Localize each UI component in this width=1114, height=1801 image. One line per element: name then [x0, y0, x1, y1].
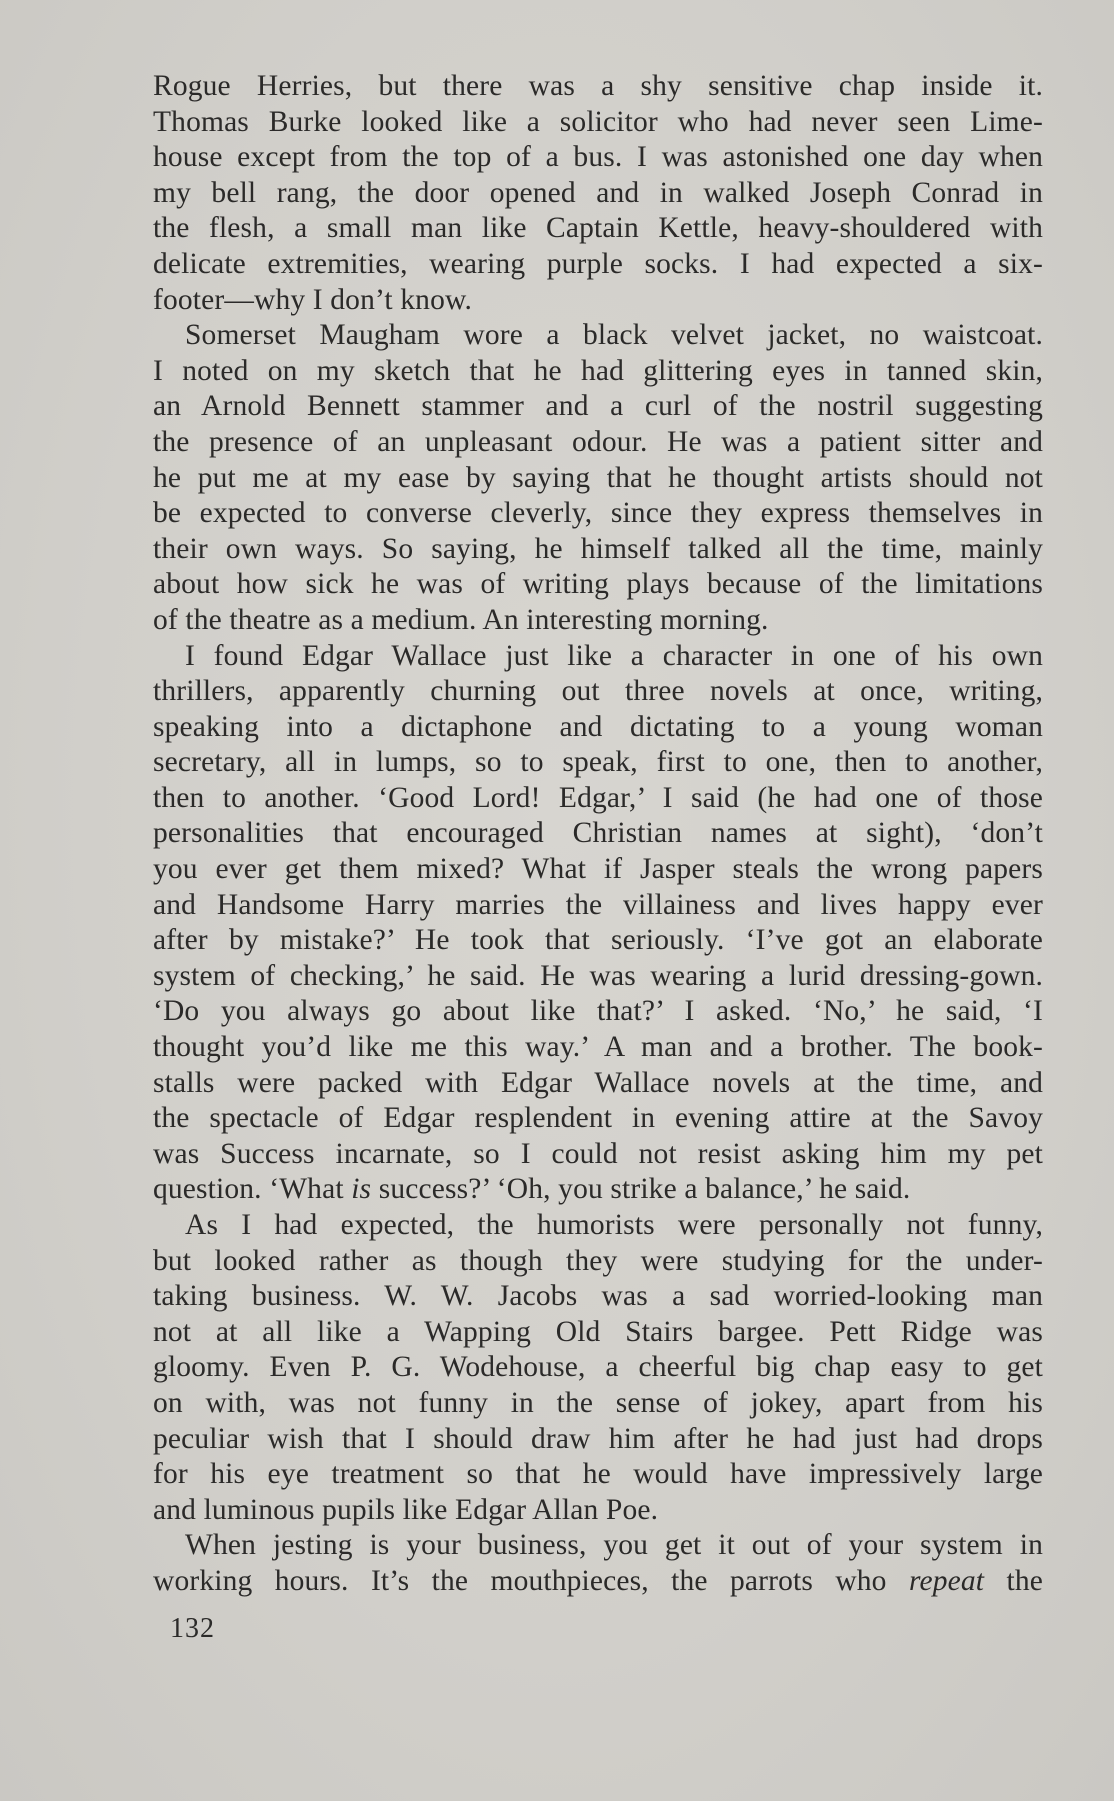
text-line: system of checking,’ he said. He was wearing a lurid dressing-gown. [153, 959, 1043, 992]
text-line: was Success incarnate, so I could not resist asking him my pet [153, 1137, 1043, 1170]
body-text [153, 69, 1043, 1600]
text-line: stalls were packed with Edgar Wallace novels at the time, and [153, 1066, 1043, 1099]
text-line: of the theatre as a medium. An interesting morning. [153, 603, 769, 636]
text-line: footer—why I don’t know. [153, 283, 473, 316]
text-line: then to another. ‘Good Lord! Edgar,’ I said (he had one of those [153, 781, 1043, 814]
text-line: As I had expected, the humorists were personally not funny, [185, 1209, 1043, 1241]
text-line: and Handsome Harry marries the villainess and lives happy ever [153, 888, 1043, 921]
text-line: an Arnold Bennett stammer and a curl of the nostril suggesting [153, 390, 1043, 423]
text-line: I noted on my sketch that he had glittering eyes in tanned skin, [153, 354, 1043, 387]
text-line: personalities that encouraged Christian names at sight), ‘don’t [153, 817, 1043, 850]
text-segment: working hours. It’s the mouthpieces, the parrots who [153, 1564, 909, 1597]
text-segment: question. ‘What [153, 1173, 352, 1206]
text-line: but looked rather as though they were studying for the under- [153, 1244, 1043, 1277]
text-line: When jesting is your business, you get it out of your system in [185, 1529, 1043, 1562]
text-line: he put me at my ease by saying that he thought artists should not [153, 461, 1043, 494]
text-line: their own ways. So saying, he himself talked all the time, mainly [153, 532, 1043, 565]
text-line: Thomas Burke looked like a solicitor who had never seen Lime- [153, 105, 1043, 138]
text-line: secretary, all in lumps, so to speak, first to one, then to another, [153, 746, 1043, 779]
text-line: house except from the top of a bus. I was astonished one day when [153, 141, 1043, 174]
text-line: delicate extremities, wearing purple socks. I had expected a six- [153, 247, 1043, 280]
text-segment: success?’ ‘Oh, you strike a balance,’ he said. [371, 1173, 911, 1206]
text-line: I found Edgar Wallace just like a character in one of his own [185, 639, 1043, 672]
text-line: not at all like a Wapping Old Stairs bargee. Pett Ridge was [153, 1315, 1043, 1348]
italic-word: repeat [908, 1564, 985, 1597]
text-segment: the [984, 1564, 1043, 1597]
text-line: Rogue Herries, but there was a shy sensitive chap inside it. [153, 70, 1043, 102]
text-line: you ever get them mixed? What if Jasper steals the wrong papers [153, 853, 1043, 886]
text-line: the spectacle of Edgar resplendent in evening attire at the Savoy [153, 1102, 1043, 1135]
text-line: about how sick he was of writing plays because of the limitations [153, 568, 1043, 601]
text-line: be expected to converse cleverly, since they express themselves in [153, 497, 1043, 530]
page-number: 132 [170, 1613, 215, 1644]
text-line: and luminous pupils like Edgar Allan Poe. [153, 1493, 659, 1526]
text-line: thought you’d like me this way.’ A man and a brother. The book- [153, 1031, 1043, 1064]
text-line: taking business. W. W. Jacobs was a sad worried-looking man [153, 1280, 1043, 1313]
text-line [153, 1172, 1043, 1208]
text-line: speaking into a dictaphone and dictating to a young woman [153, 710, 1043, 743]
text-line: thrillers, apparently churning out three novels at once, writing, [153, 675, 1043, 708]
text-line: gloomy. Even P. G. Wodehouse, a cheerful big chap easy to get [153, 1351, 1043, 1384]
text-line: the flesh, a small man like Captain Kettle, heavy-shouldered with [153, 212, 1043, 245]
text-line: ‘Do you always go about like that?’ I asked. ‘No,’ he said, ‘I [153, 995, 1043, 1028]
text-line: my bell rang, the door opened and in walked Joseph Conrad in [153, 176, 1043, 209]
text-line: Somerset Maugham wore a black velvet jacket, no waistcoat. [185, 319, 1043, 352]
text-line: after by mistake?’ He took that seriously. ‘I’ve got an elaborate [153, 924, 1043, 957]
italic-word: is [351, 1173, 372, 1206]
text-line: on with, was not funny in the sense of jokey, apart from his [153, 1386, 1043, 1419]
text-line: peculiar wish that I should draw him after he had just had drops [153, 1422, 1043, 1455]
text-line: the presence of an unpleasant odour. He was a patient sitter and [153, 425, 1043, 458]
text-line [153, 1564, 1043, 1600]
text-line: for his eye treatment so that he would have impressively large [153, 1458, 1043, 1491]
